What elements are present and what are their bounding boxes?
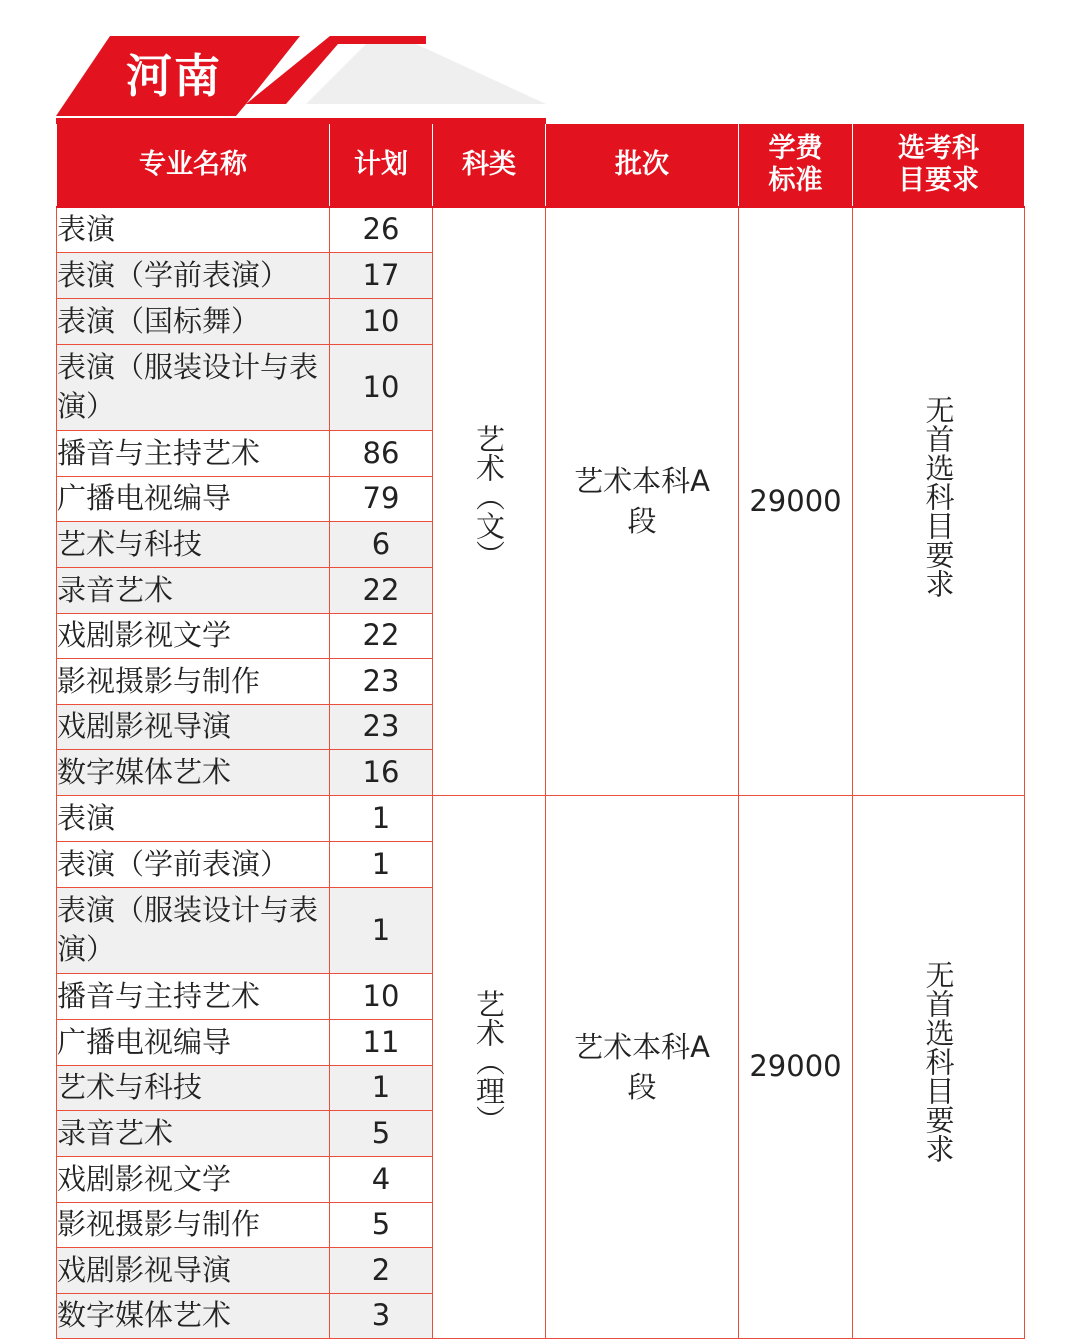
batch-cell — [546, 795, 739, 1338]
requirement-text: 无首选科目要求 — [921, 394, 956, 598]
table-row — [57, 795, 1025, 841]
plan-cell: 5 — [330, 1110, 433, 1156]
header-tuition-line2: 标准 — [768, 165, 823, 196]
plan-cell: 16 — [330, 749, 433, 795]
major-cell: 录音艺术 — [57, 567, 330, 613]
major-cell: 表演（国标舞） — [57, 298, 330, 344]
plan-cell: 79 — [330, 476, 433, 521]
plan-cell: 4 — [330, 1156, 433, 1202]
header-tuition-line1: 学费 — [768, 133, 823, 164]
major-cell: 表演（学前表演） — [57, 841, 330, 887]
major-cell: 表演 — [57, 795, 330, 841]
plan-cell: 17 — [330, 252, 433, 298]
plan-cell: 1 — [330, 1065, 433, 1110]
enrollment-plan-table — [56, 124, 1025, 1339]
major-cell: 戏剧影视文学 — [57, 613, 330, 658]
category-cell — [433, 207, 546, 795]
major-cell: 播音与主持艺术 — [57, 430, 330, 476]
table-row — [57, 207, 1025, 252]
major-cell: 表演（服装设计与表演） — [57, 887, 330, 973]
major-cell: 表演（学前表演） — [57, 252, 330, 298]
major-cell: 影视摄影与制作 — [57, 658, 330, 704]
plan-cell: 1 — [330, 795, 433, 841]
header-subject-requirement — [853, 124, 1025, 207]
major-cell: 戏剧影视文学 — [57, 1156, 330, 1202]
plan-cell: 22 — [330, 567, 433, 613]
major-cell: 表演（服装设计与表演） — [57, 344, 330, 430]
plan-cell: 1 — [330, 887, 433, 973]
region-tab — [0, 0, 1080, 124]
batch-cell — [546, 207, 739, 795]
major-cell: 表演 — [57, 207, 330, 252]
major-cell: 数字媒体艺术 — [57, 1293, 330, 1338]
plan-cell: 23 — [330, 704, 433, 749]
major-cell: 广播电视编导 — [57, 476, 330, 521]
category-text: 艺术（文） — [472, 423, 506, 569]
batch-text: 艺术本科A段 — [574, 1029, 710, 1104]
plan-cell: 86 — [330, 430, 433, 476]
plan-cell: 22 — [330, 613, 433, 658]
header-tuition — [739, 124, 853, 207]
major-cell: 数字媒体艺术 — [57, 749, 330, 795]
plan-cell: 23 — [330, 658, 433, 704]
major-cell: 影视摄影与制作 — [57, 1202, 330, 1247]
major-cell: 戏剧影视导演 — [57, 1247, 330, 1293]
tuition-cell: 29000 — [739, 207, 853, 795]
tuition-cell: 29000 — [739, 795, 853, 1338]
header-category: 科类 — [433, 124, 546, 207]
batch-text: 艺术本科A段 — [574, 464, 710, 539]
requirement-cell — [853, 795, 1025, 1338]
major-cell: 录音艺术 — [57, 1110, 330, 1156]
plan-cell: 5 — [330, 1202, 433, 1247]
header-batch: 批次 — [546, 124, 739, 207]
plan-cell: 11 — [330, 1019, 433, 1065]
header-subject-line2: 目要求 — [898, 165, 979, 196]
table-header-row — [57, 124, 1025, 207]
major-cell: 艺术与科技 — [57, 521, 330, 567]
category-text: 艺术（理） — [472, 989, 506, 1134]
plan-cell: 1 — [330, 841, 433, 887]
header-plan: 计划 — [330, 124, 433, 207]
plan-cell: 10 — [330, 973, 433, 1019]
plan-cell: 10 — [330, 344, 433, 430]
plan-cell: 2 — [330, 1247, 433, 1293]
major-cell: 艺术与科技 — [57, 1065, 330, 1110]
plan-cell: 10 — [330, 298, 433, 344]
plan-cell: 26 — [330, 207, 433, 252]
plan-cell: 3 — [330, 1293, 433, 1338]
plan-cell: 6 — [330, 521, 433, 567]
major-cell: 广播电视编导 — [57, 1019, 330, 1065]
header-major: 专业名称 — [57, 124, 330, 207]
region-title: 河南 — [126, 49, 222, 103]
category-cell — [433, 795, 546, 1338]
header-subject-line1: 选考科 — [898, 133, 979, 164]
major-cell: 播音与主持艺术 — [57, 973, 330, 1019]
major-cell: 戏剧影视导演 — [57, 704, 330, 749]
requirement-cell — [853, 207, 1025, 795]
requirement-text: 无首选科目要求 — [921, 960, 956, 1163]
